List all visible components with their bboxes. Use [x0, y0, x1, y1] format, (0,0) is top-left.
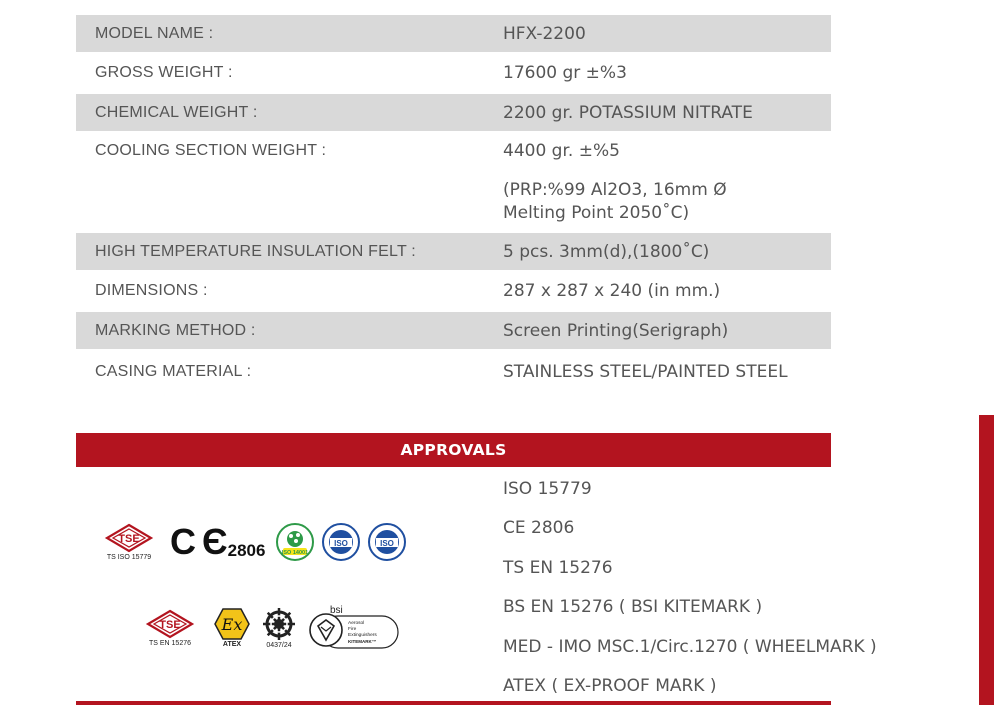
- side-accent-bar: [979, 415, 994, 705]
- spec-row-casing-material: [76, 349, 831, 394]
- iso-label: ISO: [381, 539, 395, 548]
- iso-certified-logo-1: [321, 522, 361, 562]
- tse-mark-text: TSE: [159, 619, 180, 631]
- spec-value: 287 x 287 x 240 (in mm.): [496, 281, 720, 301]
- tse-icon: [145, 609, 195, 639]
- bsi-line-2: Fire: [348, 626, 357, 632]
- certification-logos-row-1: [100, 522, 407, 562]
- iso-14001-icon: [275, 522, 315, 562]
- tse-iso-logo: [100, 523, 158, 561]
- spec-row-cooling-section-weight: [76, 131, 831, 170]
- approval-item: CE 2806: [503, 509, 973, 549]
- atex-caption: ATEX: [223, 641, 241, 648]
- bsi-text: bsi: [330, 605, 343, 616]
- ce-mark-icon: C Є: [170, 524, 226, 560]
- iso-14001-label: ISO 14001: [282, 550, 308, 556]
- wheelmark-logo: [262, 607, 296, 649]
- kitemark-text: KITEMARK™: [348, 639, 376, 644]
- spec-value: Screen Printing(Serigraph): [496, 321, 728, 341]
- tse-mark-text: TSE: [118, 533, 139, 545]
- tse-icon: [104, 523, 154, 553]
- spec-row-model-name: [76, 15, 831, 52]
- spec-value: STAINLESS STEEL/PAINTED STEEL: [496, 362, 788, 382]
- bsi-line-1: Aerosol: [348, 620, 364, 626]
- iso-certified-icon: [321, 522, 361, 562]
- spec-label: MODEL NAME :: [76, 25, 496, 43]
- bottom-accent-bar: [76, 701, 831, 705]
- spec-label: CHEMICAL WEIGHT :: [76, 104, 496, 122]
- spec-label: HIGH TEMPERATURE INSULATION FELT :: [76, 243, 496, 261]
- ce-number: 2806: [228, 542, 266, 560]
- bsi-kitemark-icon: [308, 604, 400, 652]
- certification-logos-row-2: [136, 604, 400, 652]
- bsi-line-3: Extinguishers: [348, 632, 377, 638]
- ex-mark-text: Ex: [221, 615, 243, 634]
- approval-item: MED - IMO MSC.1/Circ.1270 ( WHEELMARK ): [503, 627, 973, 667]
- spec-value: 4400 gr. ±%5: [496, 141, 620, 161]
- approval-item: TS EN 15276: [503, 548, 973, 588]
- approvals-header: [76, 433, 831, 467]
- spec-table: [76, 15, 831, 394]
- spec-label: GROSS WEIGHT :: [76, 64, 496, 82]
- spec-label: DIMENSIONS :: [76, 282, 496, 300]
- tse-iso-caption: TS ISO 15779: [107, 554, 151, 561]
- spec-row-chemical-weight: [76, 94, 831, 131]
- atex-logo: [214, 608, 250, 648]
- wheelmark-icon: [262, 607, 296, 641]
- ex-hexagon-icon: [214, 608, 250, 640]
- tse-en-caption: TS EN 15276: [149, 640, 191, 647]
- bsi-kitemark-logo: [308, 604, 400, 652]
- approvals-list: [503, 469, 973, 706]
- approval-item: ATEX ( EX-PROOF MARK ): [503, 667, 973, 706]
- spec-value: 2200 gr. POTASSIUM NITRATE: [496, 103, 753, 123]
- spec-value: 17600 gr ±%3: [496, 63, 627, 83]
- spec-value-line: (PRP:%99 Al2O3, 16mm Ø: [503, 179, 727, 202]
- tse-en-logo: [136, 609, 204, 647]
- iso-14001-logo: [275, 522, 315, 562]
- spec-label: COOLING SECTION WEIGHT :: [76, 142, 496, 160]
- spec-label: CASING MATERIAL :: [76, 363, 496, 381]
- spec-value: [496, 179, 727, 225]
- spec-value: HFX-2200: [496, 24, 586, 44]
- approvals-title: APPROVALS: [400, 441, 506, 459]
- spec-row-insulation-felt: [76, 233, 831, 270]
- wheelmark-caption: 0437/24: [266, 642, 291, 649]
- iso-certified-icon: [367, 522, 407, 562]
- spec-value-line: Melting Point 2050˚C): [503, 202, 727, 225]
- spec-row-gross-weight: [76, 52, 831, 94]
- spec-row-marking-method: [76, 312, 831, 349]
- approval-item: ISO 15779: [503, 469, 973, 509]
- iso-certified-logo-2: [367, 522, 407, 562]
- ce-logo: [170, 524, 265, 560]
- approval-item: BS EN 15276 ( BSI KITEMARK ): [503, 588, 973, 628]
- spec-value: 5 pcs. 3mm(d),(1800˚C): [496, 242, 709, 262]
- spec-row-dimensions: [76, 270, 831, 312]
- spec-label: MARKING METHOD :: [76, 322, 496, 340]
- iso-label: ISO: [335, 539, 349, 548]
- spec-row-cooling-detail: [76, 170, 831, 233]
